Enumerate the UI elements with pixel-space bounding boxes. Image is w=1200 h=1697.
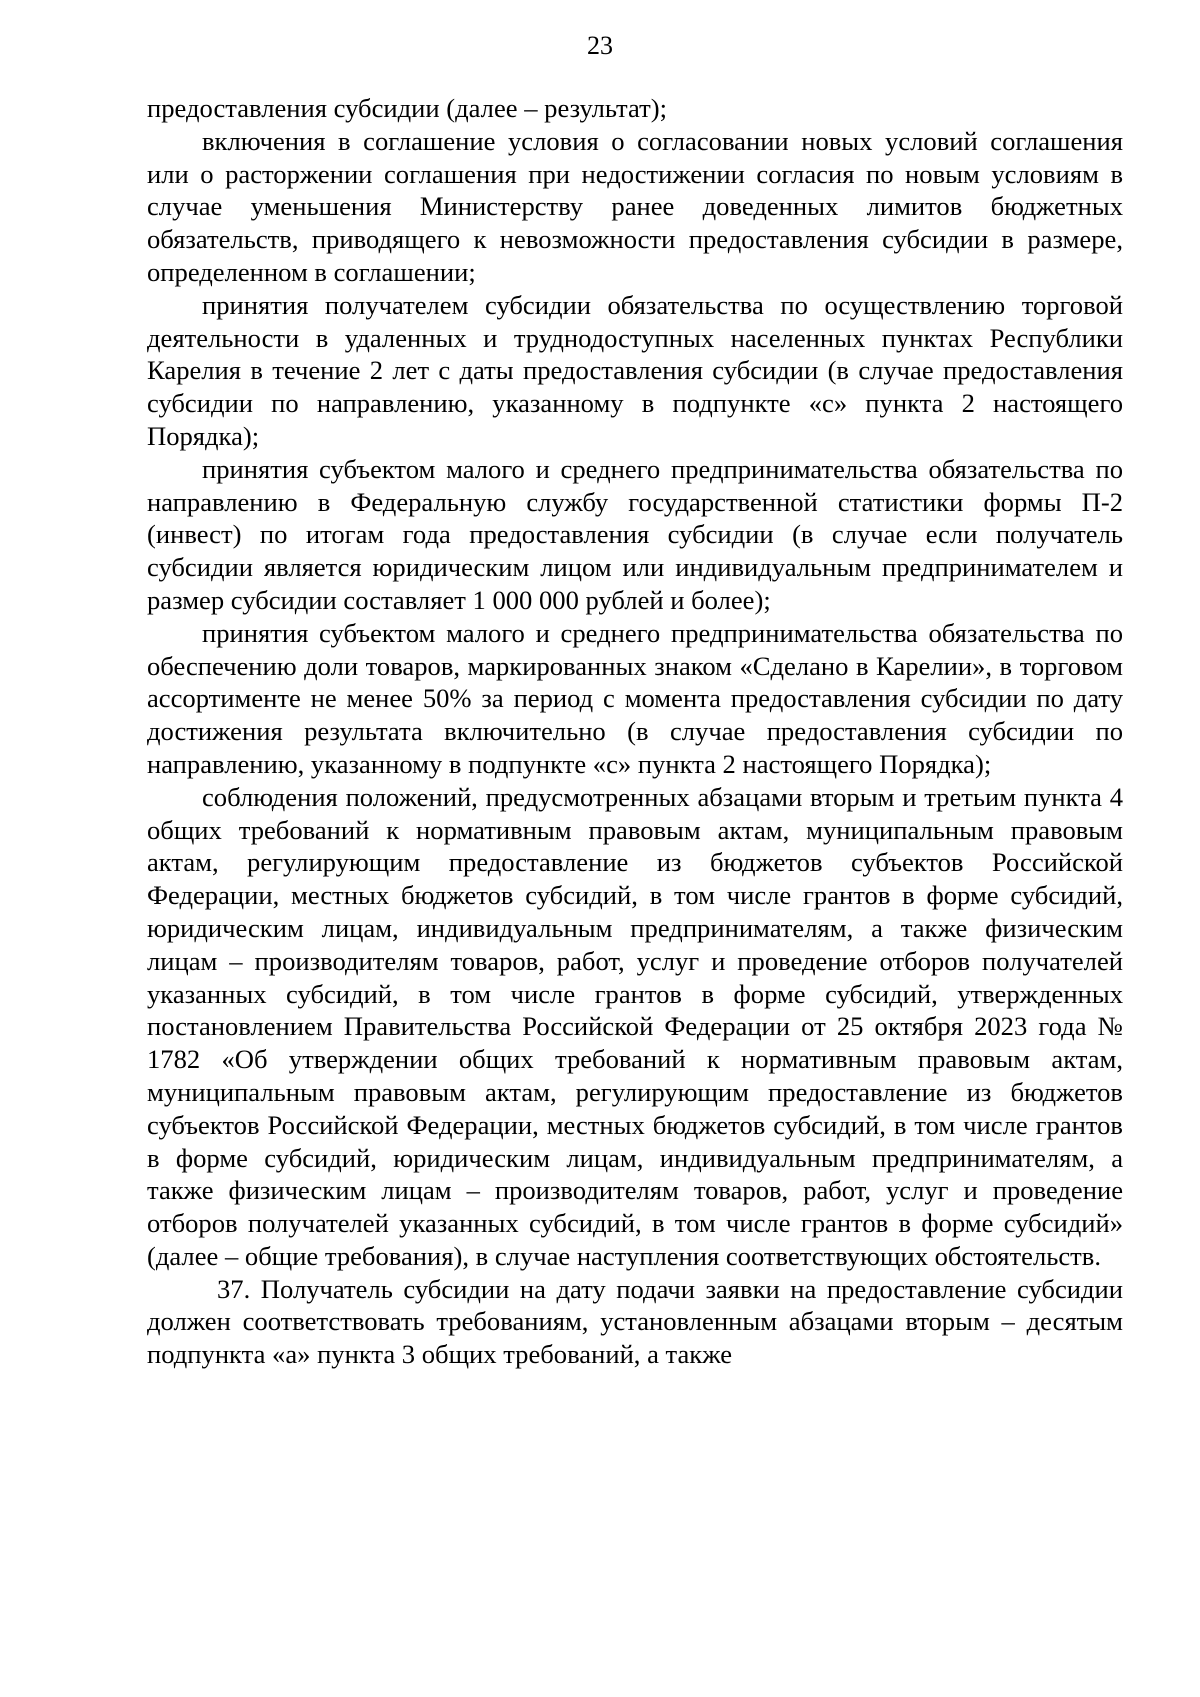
paragraph-general-requirements: соблюдения положений, предусмотренных абзацами вторым и третьим пункта 4 общих требований к нормативным правовым актам, муниципальным правовым актам, регулирующим предоставление из бюджетов субъектов Российской Федерации, местных бюджетов субсидий, в том числе грантов в форме субсидий, юридическим лицам, индивидуальным предпринимателям, а также физическим лицам – производителям товаров, работ, услуг и проведение отборов получателей указанных субсидий, в том числе грантов в форме субсидий, утвержденных постановлением Правительства Российской Федерации от 25 октября 2023 года № 1782 «Об утверждении общих требований к нормативным правовым актам, муниципальным правовым актам, регулирующим предоставление из бюджетов субъектов Российской Федерации, местных бюджетов субсидий, в том числе грантов в форме субсидий, юридическим лицам, индивидуальным предпринимателям, а также физическим лицам – производителям товаров, работ, услуг и проведение отборов получателей указанных субсидий, в том числе грантов в форме субсидий» (далее – общие требования), в случае наступления соответствующих обстоятельств. (147, 781, 1123, 1271)
paragraph-karelia-goods-obligation: принятия субъектом малого и среднего предпринимательства обязательства по обеспечению доли товаров, маркированных знаком «Сделано в Карелии», в торговом ассортименте не менее 50% за период с момента предоставления субсидии по дату достижения результата включительно (в случае предоставления субсидии по направлению, указанному в подпункте «с» пункта 2 настоящего Порядка); (147, 617, 1123, 779)
paragraph-statistics-obligation: принятия субъектом малого и среднего предпринимательства обязательства по направлению в Федеральную службу государственной статистики формы П-2 (инвест) по итогам года предоставления субсидии (в случае если получатель субсидии является юридическим лицом или индивидуальным предпринимателем и размер субсидии составляет 1 000 000 рублей и более); (147, 453, 1123, 615)
paragraph-item-37: 37. Получатель субсидии на дату подачи заявки на предоставление субсидии должен соответствовать требованиям, установленным абзацами вторым – десятым подпункта «а» пункта 3 общих требований, а также (147, 1273, 1123, 1370)
paragraph-result-continuation: предоставления субсидии (далее – результат); (147, 93, 667, 123)
page-number: 23 (587, 31, 613, 60)
paragraph-trade-obligation: принятия получателем субсидии обязательства по осуществлению торговой деятельности в удаленных и труднодоступных населенных пунктах Республики Карелия в течение 2 лет с даты предоставления субсидии (в случае предоставления субсидии по направлению, указанному в подпункте «с» пункта 2 настоящего Порядка); (147, 289, 1123, 451)
paragraph-agreement-conditions: включения в соглашение условия о согласовании новых условий соглашения или о расторжении соглашения при недостижении согласия по новым условиям в случае уменьшения Министерству ранее доведенных лимитов бюджетных обязательств, приводящего к невозможности предоставления субсидии в размере, определенном в соглашении; (147, 125, 1123, 287)
document-body (147, 92, 1123, 1371)
